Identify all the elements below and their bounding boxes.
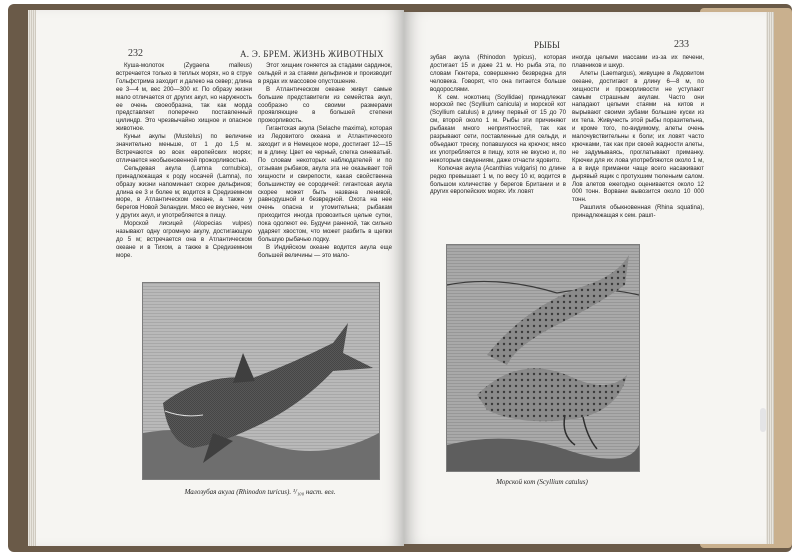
paragraph: Гигантская акула (Selache maxima), которая из Ледовитого океана и Атлантического заходит и в Немецкое море, достигает 12—15 м в длину. Цвет ее черный, слегка синеватый. По словам некоторых наблюдателей и по отзывам рыбаков, акула эта не оказывает той хищности и свирепости, какая свойственна большинству ее сородичей: гигантская акула скорее может быть названа ленивой, равнодушной и безвредной. Охота на нее очень опасна и утомительна; рыбакам приходится иногда провозиться целые сутки, пока одолеют ее. Будучи раненой, так сильно ударяет хвостом, что может разбить в щепки большую рыбачью лодку. bbox=[258, 125, 392, 243]
right-figure-caption: Морской кот (Scyllium catulus) bbox=[496, 478, 588, 486]
right-running-head: РЫБЫ bbox=[534, 40, 560, 50]
shark-engraving bbox=[142, 282, 380, 480]
paragraph: К сем. нокотниц (Scyllidae) принадлежат морской пес (Scyllium canicula) и морской кот (Scyllium catulus) в длину первый от 15 до 70 см, второй около 1 м. Рыбы эти причиняют рыбакам много неприятностей, так как разрывают сети, поставленные для сельди, и объедают треску, попавшуюся на крючок; мясо их употребляется в пищу, хотя не вкусно и, по некоторым сведениям, даже отчасти ядовито. bbox=[430, 93, 566, 164]
right-page-number: 233 bbox=[674, 39, 689, 50]
left-column-1 bbox=[116, 62, 252, 260]
paragraph: Сельдевая акула (Lamna cornubica), принадлежащая к роду носачей (Lamna), по образу жизни напоминает скорее дельфинов; длина ее 3 и более м; водится в Средиземном море, в Атлантическом океане, а также у берегов Новой Зеландии. Мясо ее вкуснее, чем у других акул, и употребляется в пищу. bbox=[116, 164, 252, 220]
catshark-illustration bbox=[447, 245, 639, 471]
right-column-2 bbox=[572, 54, 704, 220]
paragraph: Морской лисицей (Alopecias vulpes) называют одну огромную акулу, достигающую до 5 м; встречается она в Атлантическом океане и в Тихом, а также в Средиземном море. bbox=[116, 220, 252, 259]
catshark-engraving bbox=[446, 244, 640, 472]
paragraph: иногда целыми массами из-за их печени, плавников и шкур. bbox=[572, 54, 704, 69]
paragraph: Рашпиля обыкновенная (Rhina squatina), принадлежащая к сем. рашп- bbox=[572, 204, 704, 220]
paragraph: зубая акула (Rhinodon typicus), которая достигает 15 и даже 21 м. Но рыба эта, по словам Гюнтера, совершенно безвредна для человека. Говорят, что она питается больше водорослями. bbox=[430, 54, 566, 93]
paragraph: Куньи акулы (Mustelus) по величине значительно меньше, от 1 до 1,5 м. Встречаются во всех европейских морях; отличается необыкновенной прожорливостью. bbox=[116, 133, 252, 164]
left-page-number: 232 bbox=[128, 48, 143, 59]
paragraph: В Индийском океане водится акула еще большей величины — это мало- bbox=[258, 243, 392, 259]
paragraph: Колючая акула (Acanthias vulgaris) по длине редко превышает 1 м, по весу 10 кг, водится в большом количестве у берегов Британии и в других европейских морях. Их ловят bbox=[430, 164, 566, 196]
paragraph: Алеты (Laemargus), живущие в Ледовитом океане, достигают в длину 6—8 м, по хищности и прожорливости не уступают самым страшным акулам. Часто они нападают целыми стаями на китов и вырывают своими зубами большие куски из их тела. Живучесть этой рыбы поразительна, и кроме того, по-видимому, алеты очень малочувствительны к боли; их ловят часто крючками, так как при своей жадности алеты, не задумываясь, проглатывают приманку. Крючки для их лова употребляются около 1 м, а в виде приманки чаще всего насаживают дырявый ящик с протухшим тюленьим салом. Лов алетов ежегодно оценивается около 12 000 тонн. Ворвани вывозится около 10 000 тонн. bbox=[572, 69, 704, 204]
right-column-1 bbox=[430, 54, 566, 196]
page-edges-right bbox=[766, 12, 774, 544]
paragraph: Этот хищник гоняется за стадами сардинок, сельдей и за стаями дельфинов и производит в рядах их массовое опустошение. bbox=[258, 62, 392, 85]
left-column-2 bbox=[258, 62, 392, 260]
paragraph: Куша-молоток (Zygaena malleus) встречается только в теплых морях, но в струе Гольфстрима заходит и далеко на север; длина ее 3—4 м, вес 200—300 кг. По образу жизни мало отличается от других акул, но наружность ее очень своеобразна, так как морда представляет поперечно поставленный цилиндр. Это чрезвычайно хищное и опасное животное. bbox=[116, 62, 252, 133]
paragraph: В Атлантическом океане живут самые большие представители из семейства акул, сообразно со своими размерами проявляющие в большей степени прожорливость. bbox=[258, 85, 392, 125]
page-marker bbox=[760, 408, 766, 432]
page-edges-left bbox=[28, 10, 36, 546]
left-page bbox=[36, 10, 404, 546]
right-page bbox=[404, 12, 766, 544]
left-figure-caption: Малозубая акула (Rhinodon turicus). ¹/₁₀₀ наст. вел. bbox=[184, 488, 336, 496]
shark-illustration bbox=[143, 283, 379, 479]
left-running-head: А. Э. БРЕМ. ЖИЗНЬ ЖИВОТНЫХ bbox=[240, 49, 384, 59]
